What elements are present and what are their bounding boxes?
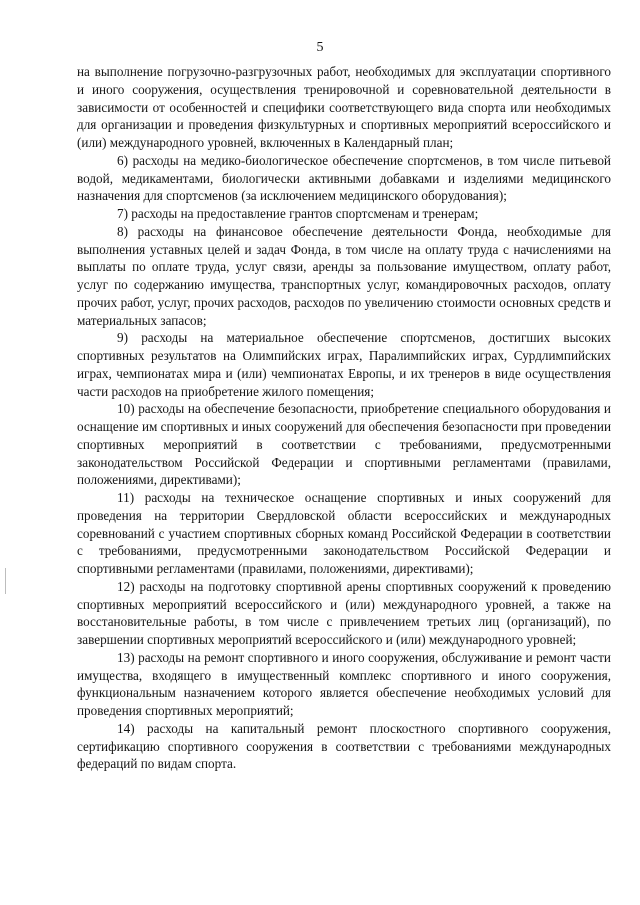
paragraph-item-7: 7) расходы на предоставление грантов спортсменам и тренерам; [117,206,479,221]
document-body [77,63,611,773]
paragraph-item-9: 9) расходы на материальное обеспечение спортсменов, достигших высоких спортивных результатов на Олимпийских играх, Паралимпийских играх, Сурдлимпийских играх, чемпионатах мира и (или) чемпионатах Европы, и их тренеров в виде осуществления части расходов на приобретение жилого помещения; [77,330,611,399]
paragraph-item-11: 11) расходы на техническое оснащение спортивных и иных сооружений для проведения на территории Свердловской области всероссийских и международных соревнований с участием спортивных сборных команд Российской Федерации в соответствии с требованиями, предусмотренными законодательством Российской Федерации и спортивными регламентами (правилами, положениями, директивами); [77,490,611,576]
scan-margin-mark [5,568,6,594]
paragraph-item-8: 8) расходы на финансовое обеспечение деятельности Фонда, необходимые для выполнения уставных целей и задач Фонда, в том числе на оплату труда с начислениями на выплаты по оплате труда, услуг связи, аренды за пользование имуществом, оплату работ, услуг по содержанию имущества, транспортных услуг, командировочных расходов, оплату прочих работ, услуг, прочих расходов, расходов по увеличению стоимости основных средств и материальных запасов; [77,223,611,328]
page-number: 5 [316,40,324,55]
paragraph-item-14: 14) расходы на капитальный ремонт плоскостного спортивного сооружения, сертификацию спортивного сооружения в соответствии с требованиями международных федераций по видам спорта. [77,720,611,772]
paragraph-item-12: 12) расходы на подготовку спортивной арены спортивных сооружений к проведению спортивных мероприятий всероссийского и (или) международного уровней, а также на восстановительные работы, в том числе с привлечением третьих лиц (организаций), по завершении спортивных мероприятий всероссийского и (или) международного уровней; [77,578,611,647]
paragraph-continuation: на выполнение погрузочно-разгрузочных работ, необходимых для эксплуатации спортивного и иного сооружения, осуществления тренировочной и соревновательной деятельности в зависимости от особенностей и специфики соответствующего вида спорта или необходимых для организации и проведения физкультурных и спортивных мероприятий всероссийского и (или) международного уровней, включенных в Календарный план; [77,64,611,150]
paragraph-item-13: 13) расходы на ремонт спортивного и иного сооружения, обслуживание и ремонт части имущества, входящего в имущественный комплекс спортивного и иного сооружения, функциональным назначением которого является обеспечение необходимых условий для проведения спортивных мероприятий; [77,649,611,718]
paragraph-item-10: 10) расходы на обеспечение безопасности, приобретение специального оборудования и оснащение им спортивных и иных сооружений для обеспечения безопасности при проведении спортивных мероприятий в соответствии с требованиями, предусмотренными законодательством Российской Федерации и спортивными регламентами (правилами, положениями, директивами); [77,401,611,488]
paragraph-item-6: 6) расходы на медико-биологическое обеспечение спортсменов, в том числе питьевой водой, медикаментами, биологически активными добавками и изделиями медицинского назначения для спортсменов (за исключением медицинского оборудования); [77,152,611,204]
